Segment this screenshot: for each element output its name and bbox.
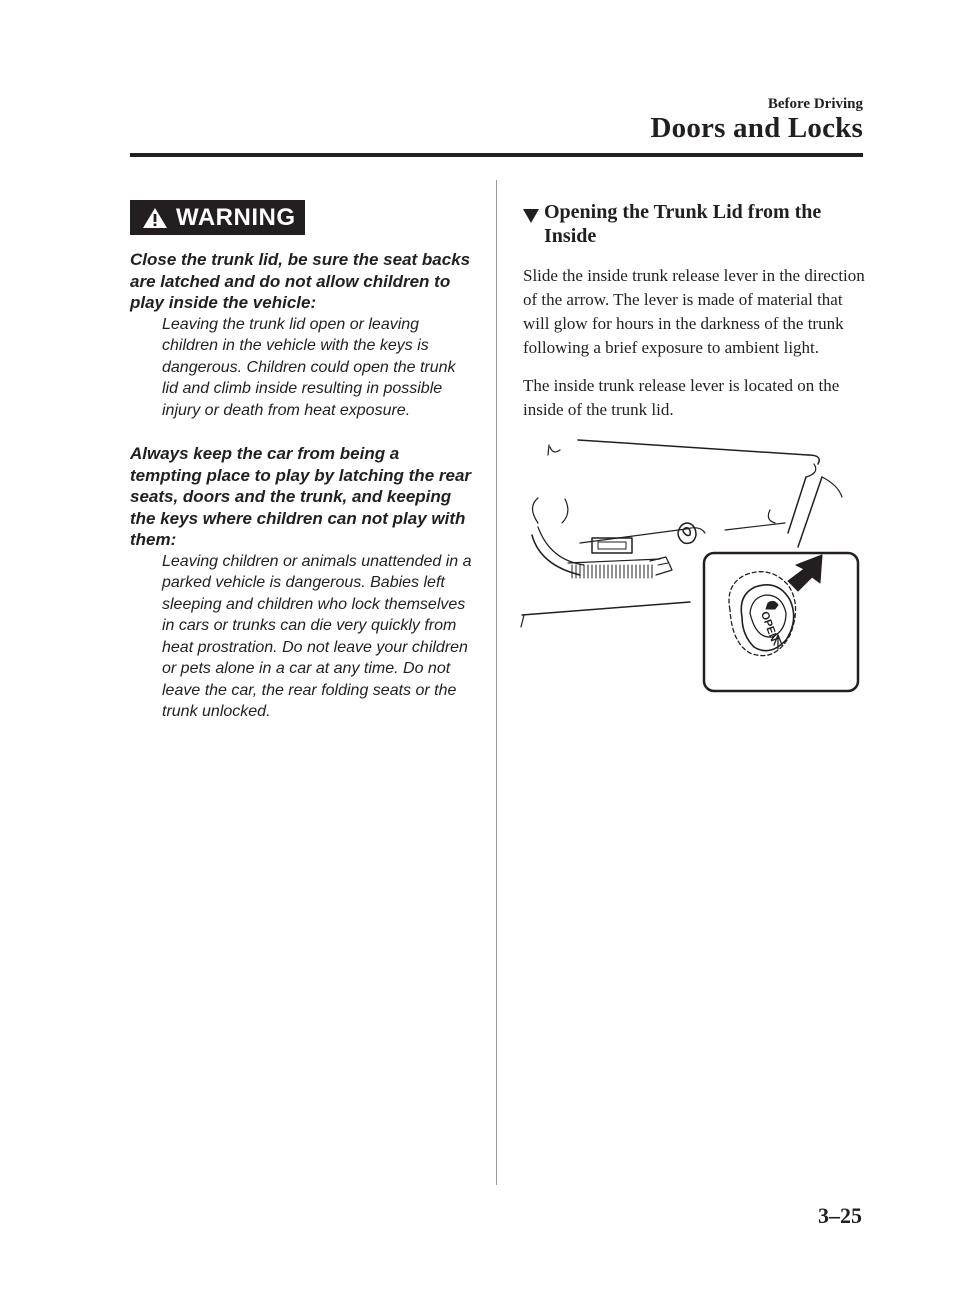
warning-block [130, 200, 475, 723]
section-paragraph-1: Slide the inside trunk release lever in the direction of the arrow. The lever is made of material that will glow for hours in the darkness of the trunk following a brief exposure to ambient light. [523, 266, 865, 357]
section-heading-text: Opening the Trunk Lid from the Inside [544, 201, 822, 247]
warning-badge [130, 200, 305, 235]
trunk-release-illustration [520, 435, 865, 700]
warning-label: WARNING [176, 203, 296, 231]
warning-heading-2: Always keep the car from being a tempting place to play by latching the rear seats, doors and the trunk, and keeping the keys where children can not play with them: [130, 444, 472, 549]
direction-arrow-icon [788, 555, 822, 591]
column-divider [496, 180, 497, 1185]
lever-small [678, 523, 696, 543]
section-paragraph-2: The inside trunk release lever is located on the inside of the trunk lid. [523, 376, 840, 419]
warning-triangle-icon [142, 207, 168, 229]
page-title: Doors and Locks [650, 112, 863, 144]
header-section-label: Before Driving [767, 96, 863, 112]
lever-closeup-icon [729, 572, 796, 656]
heading-triangle-icon [523, 200, 544, 229]
warning-heading-1: Close the trunk lid, be sure the seat backs are latched and do not allow children to play inside the vehicle: [130, 250, 471, 312]
section-block [523, 200, 868, 422]
lever-open-label: OPEN [758, 609, 780, 644]
page-number: 3–25 [818, 1203, 862, 1228]
section-heading [523, 200, 868, 248]
header-rule [130, 153, 863, 157]
warning-body-2: Leaving children or animals unattended in a parked vehicle is dangerous. Babies left sleeping and children who lock themselves in cars or trunks can die very quickly from heat prostration. Do not leave your children or pets alone in a car at any time. Do not leave the car, the rear folding seats or the trunk unlocked. [162, 552, 472, 720]
vent-slats [572, 565, 652, 578]
warning-body-1: Leaving the trunk lid open or leaving children in the vehicle with the keys is dangerous. Children could open the trunk lid and climb inside resulting in possible injury or death from heat exposure. [162, 315, 456, 419]
